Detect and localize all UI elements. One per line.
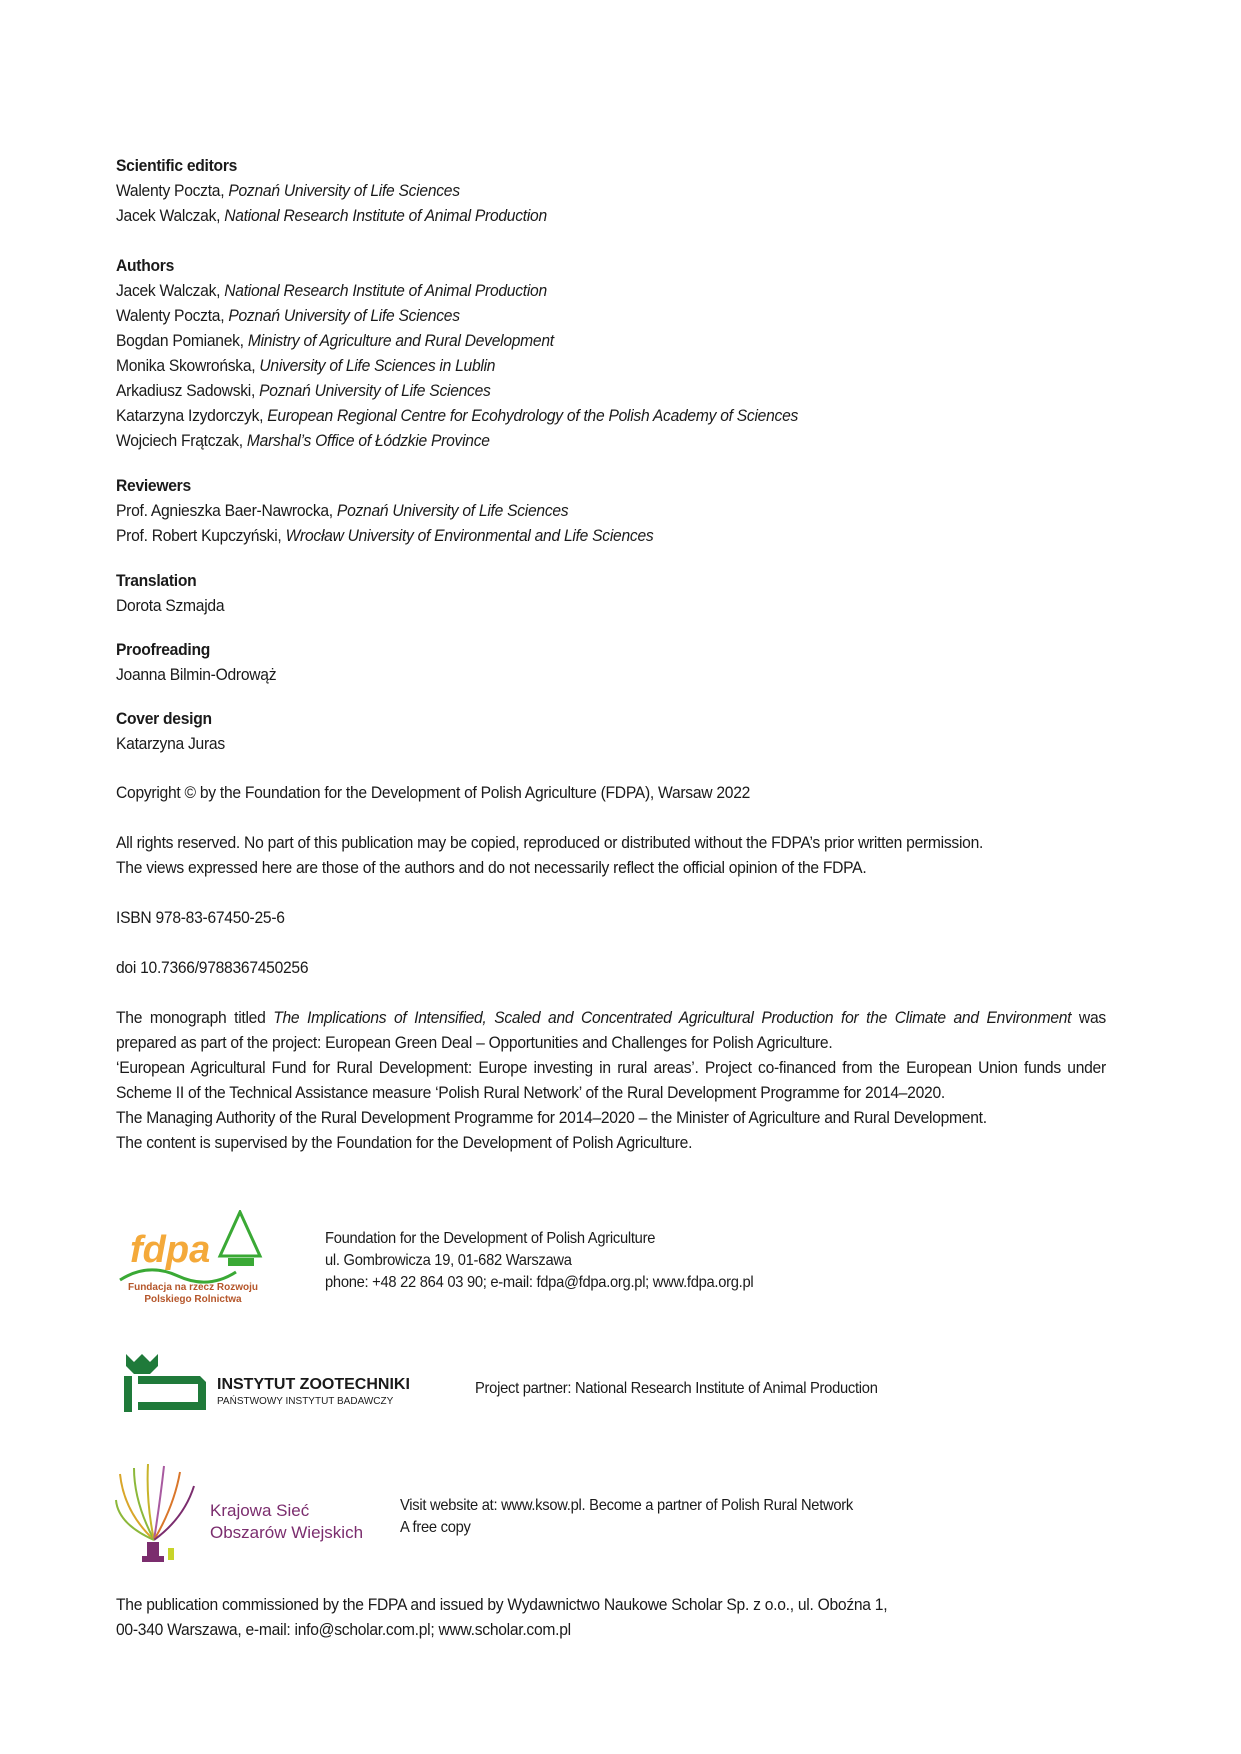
editors-heading: Scientific editors xyxy=(116,156,238,175)
ksow-logo-text: Krajowa Sieć Obszarów Wiejskich xyxy=(210,1501,364,1542)
fdpa-logo xyxy=(118,1210,268,1322)
author-line: Monika Skowrońska, University of Life Sciences in Lublin xyxy=(116,356,496,375)
author-line: Walenty Poczta, Poznań University of Life Sciences xyxy=(116,306,460,325)
rights-section xyxy=(116,830,1106,880)
fund-paragraph: ‘European Agricultural Fund for Rural Development: Europe investing in rural areas’. Project co-financed from the European Union funds under Scheme II of the Technical Assistance measure ‘Polish Rural Network’ of the Rural Development Programme for 2014–2020. xyxy=(116,1058,1106,1102)
monograph-paragraph: The monograph titled The Implications of Intensified, Scaled and Concentrated Agricultural Production for the Climate and Environment was prepared as part of the project: European Green Deal – Opportunities and Challenges for Polish Agriculture. xyxy=(116,1008,1106,1052)
iz-partner-text: Project partner: National Research Institute of Animal Production xyxy=(475,1380,878,1397)
cover-designer-name: Katarzyna Juras xyxy=(116,734,225,753)
reviewers-section xyxy=(116,473,1106,548)
reviewer-line: Prof. Agnieszka Baer-Nawrocka, Poznań University of Life Sciences xyxy=(116,501,569,520)
proofreading-section xyxy=(116,637,1106,687)
editor-line: Jacek Walczak, National Research Institute of Animal Production xyxy=(116,206,547,225)
author-line: Bogdan Pomianek, Ministry of Agriculture and Rural Development xyxy=(116,331,554,350)
rights-text: All rights reserved. No part of this publication may be copied, reproduced or distributed without the FDPA’s prior written permission. xyxy=(116,833,984,852)
author-line: Arkadiusz Sadowski, Poznań University of Life Sciences xyxy=(116,381,491,400)
authors-section xyxy=(116,253,1106,453)
proofreading-heading: Proofreading xyxy=(116,640,211,659)
iz-logo-graphic xyxy=(120,1352,212,1416)
publisher-line2: 00-340 Warszawa, e-mail: info@scholar.com.pl; www.scholar.com.pl xyxy=(116,1620,571,1639)
reviewer-line: Prof. Robert Kupczyński, Wrocław University of Environmental and Life Sciences xyxy=(116,526,654,545)
fdpa-phone-email: phone: +48 22 864 03 90; e-mail: fdpa@fdpa.org.pl; www.fdpa.org.pl xyxy=(325,1274,754,1291)
fdpa-logo-subtitle: Fundacja na rzecz Rozwoju Polskiego Rolnictwa xyxy=(127,1282,259,1305)
ksow-logo xyxy=(114,1462,384,1572)
proofreader-name: Joanna Bilmin-Odrowąż xyxy=(116,665,277,684)
supervised-line: The content is supervised by the Foundation for the Development of Polish Agriculture. xyxy=(116,1133,693,1152)
reviewers-heading: Reviewers xyxy=(116,476,191,495)
copyright-text: Copyright © by the Foundation for the Development of Polish Agriculture (FDPA), Warsaw 2022 xyxy=(116,783,751,802)
fdpa-wordmark: fdpa xyxy=(130,1229,211,1271)
author-line: Jacek Walczak, National Research Institute of Animal Production xyxy=(116,281,547,300)
isbn-text: ISBN 978-83-67450-25-6 xyxy=(116,908,285,927)
iz-logo-title: INSTYTUT ZOOTECHNIKI xyxy=(217,1376,410,1393)
cover-heading: Cover design xyxy=(116,709,212,728)
ksow-logo-graphic xyxy=(114,1462,204,1572)
translation-heading: Translation xyxy=(116,571,197,590)
ksow-website-text: Visit website at: www.ksow.pl. Become a partner of Polish Rural Network xyxy=(400,1497,854,1514)
views-text: The views expressed here are those of the authors and do not necessarily reflect the official opinion of the FDPA. xyxy=(116,858,867,877)
author-line: Katarzyna Izydorczyk, European Regional Centre for Ecohydrology of the Polish Academy of Sciences xyxy=(116,406,799,425)
monograph-section xyxy=(116,1005,1106,1155)
fdpa-name: Foundation for the Development of Polish Agriculture xyxy=(325,1230,656,1247)
author-line: Wojciech Frątczak, Marshal’s Office of Łódzkie Province xyxy=(116,431,490,450)
authority-line: The Managing Authority of the Rural Development Programme for 2014–2020 – the Minister of Agriculture and Rural Development. xyxy=(116,1108,987,1127)
publisher-section xyxy=(116,1592,1106,1642)
editors-section xyxy=(116,153,1106,228)
translator-name: Dorota Szmajda xyxy=(116,596,225,615)
copyright-section xyxy=(116,780,1106,805)
monograph-title: The Implications of Intensified, Scaled and Concentrated Agricultural Production for the Climate and Environment xyxy=(273,1008,1072,1027)
isbn-section xyxy=(116,905,1106,930)
cover-section xyxy=(116,706,1106,756)
doi-text: doi 10.7366/9788367450256 xyxy=(116,958,309,977)
doi-section xyxy=(116,955,1106,980)
iz-logo-subtitle: PAŃSTWOWY INSTYTUT BADAWCZY xyxy=(217,1396,394,1407)
translation-section xyxy=(116,568,1106,618)
fdpa-contact xyxy=(325,1228,1241,1294)
authors-heading: Authors xyxy=(116,256,175,275)
fdpa-address: ul. Gombrowicza 19, 01-682 Warszawa xyxy=(325,1252,572,1269)
publisher-line1: The publication commissioned by the FDPA and issued by Wydawnictwo Naukowe Scholar Sp. z o.o., ul. Oboźna 1, xyxy=(116,1595,888,1614)
ksow-info xyxy=(400,1495,1241,1539)
iz-logo xyxy=(120,1352,430,1416)
free-copy-text: A free copy xyxy=(400,1519,471,1536)
editor-line: Walenty Poczta, Poznań University of Life Sciences xyxy=(116,181,460,200)
